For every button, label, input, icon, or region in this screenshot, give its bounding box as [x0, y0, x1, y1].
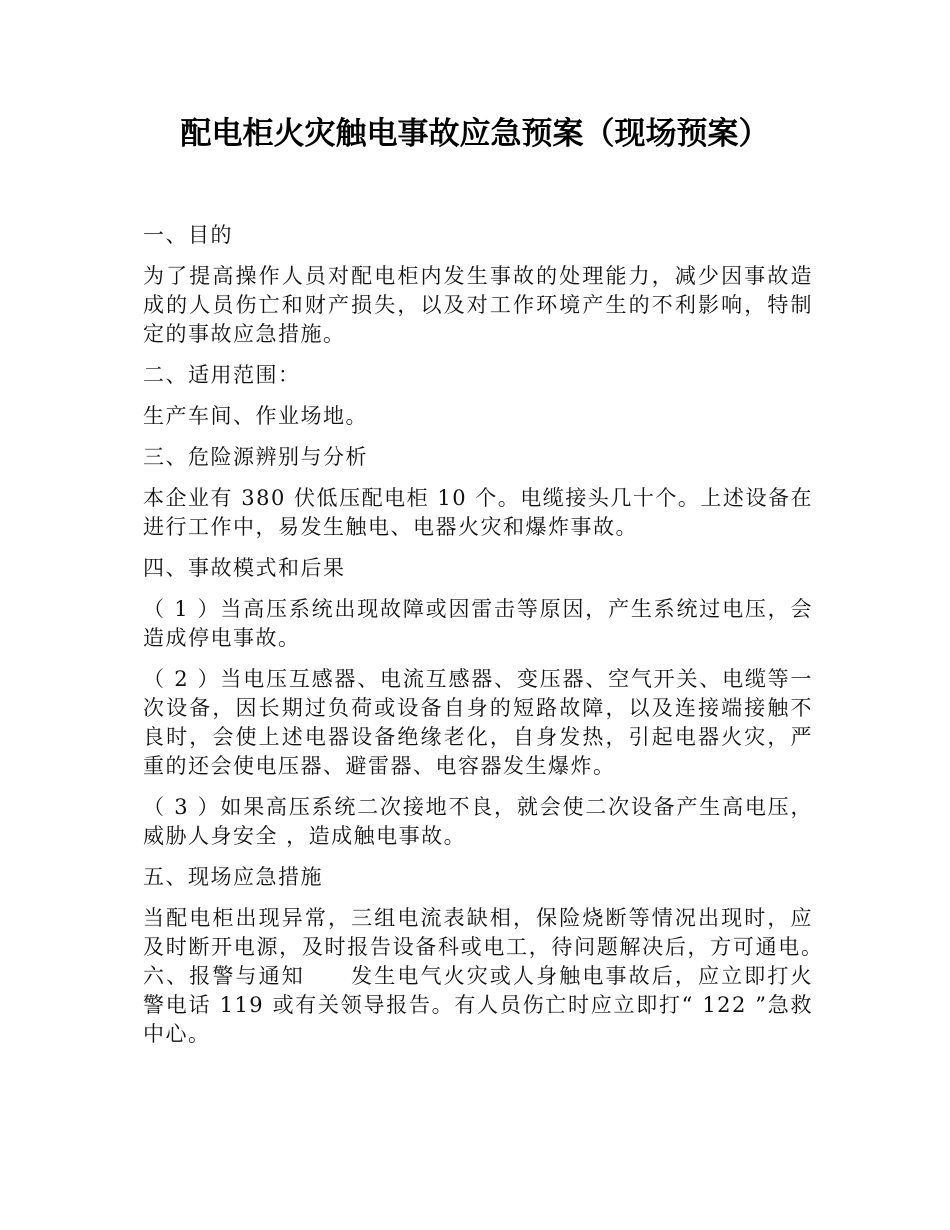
document-body: [143, 221, 836, 1061]
paragraph-mode-3: （ 3 ）如果高压系统二次接地不良，就会使二次设备产生高电压，威胁人身安全 ，造成触电事故。: [143, 795, 813, 848]
paragraph-mode-1: （ 1 ）当高压系统出现故障或因雷击等原因，产生系统过电压，会造成停电事故。: [143, 597, 813, 650]
paragraph-scope: 生产车间、作业场地。: [143, 404, 368, 428]
section-heading-response: 五、现场应急措施: [143, 865, 323, 889]
paragraph-response: 当配电柜出现异常，三组电流表缺相，保险烧断等情况出现时，应及时断开电源，及时报告设备科或电工，待问题解决后，方可通电。 六、报警与通知 发生电气火灾或人身触电事故后，应立即打火警电话 119 或有关领导报告。有人员伤亡时应立即打“ 122 ”急救中心。: [143, 906, 836, 1046]
section-heading-scope: 二、适用范围：: [143, 363, 301, 387]
paragraph-mode-2: （ 2 ）当电压互感器、电流互感器、变压器、空气开关、电缆等一次设备，因长期过负荷或设备自身的短路故障，以及连接端接触不良时，会使上述电器设备绝缘老化，自身发热，引起电器火灾，严重的还会使电压器、避雷器、电容器发生爆炸。: [143, 667, 813, 778]
section-heading-hazard: 三、危险源辨别与分析: [143, 445, 368, 469]
document-title: 配电柜火灾触电事故应急预案（现场预案）: [180, 116, 770, 152]
section-heading-purpose: 一、目的: [143, 223, 233, 247]
section-heading-accident-mode: 四、事故模式和后果: [143, 556, 346, 580]
paragraph-hazard: 本企业有 380 伏低压配电柜 10 个。电缆接头几十个。上述设备在进行工作中，易发生触电、电器火灾和爆炸事故。: [143, 486, 813, 539]
paragraph-purpose: 为了提高操作人员对配电柜内发生事故的处理能力，减少因事故造成的人员伤亡和财产损失，以及对工作环境产生的不利影响，特制定的事故应急措施。: [143, 264, 813, 346]
